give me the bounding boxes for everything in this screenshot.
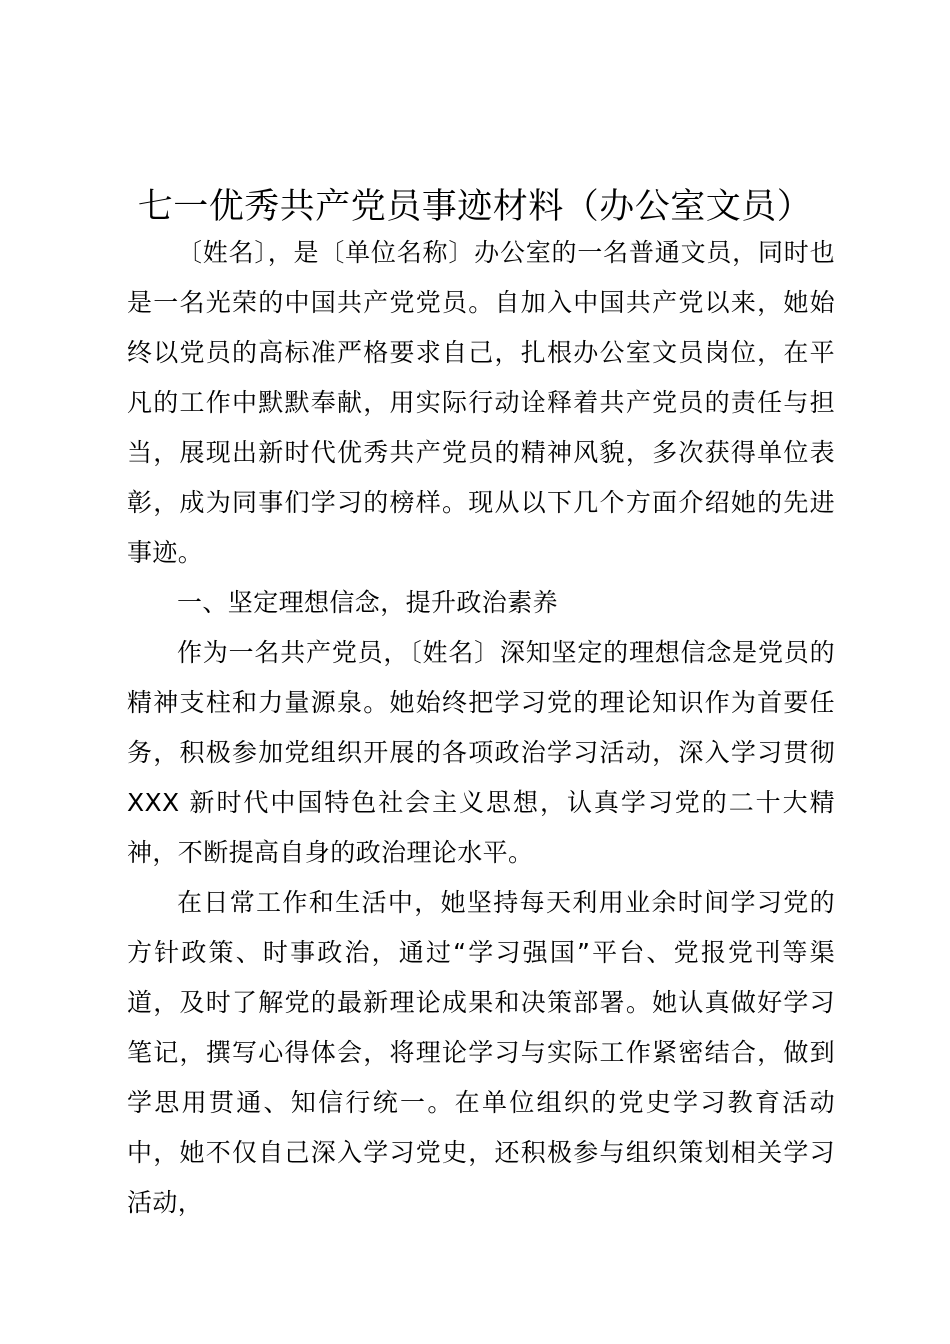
- section-paragraph: 作为一名共产党员，〔姓名〕深知坚定的理想信念是党员的精神支柱和力量源泉。她始终把学习党的理论知识作为首要任务，积极参加党组织开展的各项政治学习活动，深入学习贯彻 XXX 新时代中国特色社会主义思想，认真学习党的二十大精神，不断提高自身的政治理论水平。: [127, 638, 835, 867]
- document-title: 七一优秀共产党员事迹材料（办公室文员）: [137, 187, 813, 227]
- section-paragraph: 在日常工作和生活中，她坚持每天利用业余时间学习党的方针政策、时事政治，通过“学习强国”平台、党报党刊等渠道，及时了解党的最新理论成果和决策部署。她认真做好学习笔记，撰写心得体会，将理论学习与实际工作紧密结合，做到学思用贯通、知信行统一。在单位组织的党史学习教育活动中，她不仅自己深入学习党史，还积极参与组织策划相关学习活动，: [127, 888, 835, 1217]
- section-heading: 一、坚定理想信念，提升政治素养: [177, 588, 559, 617]
- intro-paragraph: 〔姓名〕，是〔单位名称〕办公室的一名普通文员，同时也是一名光荣的中国共产党党员。自加入中国共产党以来，她始终以党员的高标准严格要求自己，扎根办公室文员岗位，在平凡的工作中默默奉献，用实际行动诠释着共产党员的责任与担当，展现出新时代优秀共产党员的精神风貌，多次获得单位表彰，成为同事们学习的榜样。现从以下几个方面介绍她的先进事迹。: [127, 238, 835, 567]
- document-body: [127, 228, 835, 1228]
